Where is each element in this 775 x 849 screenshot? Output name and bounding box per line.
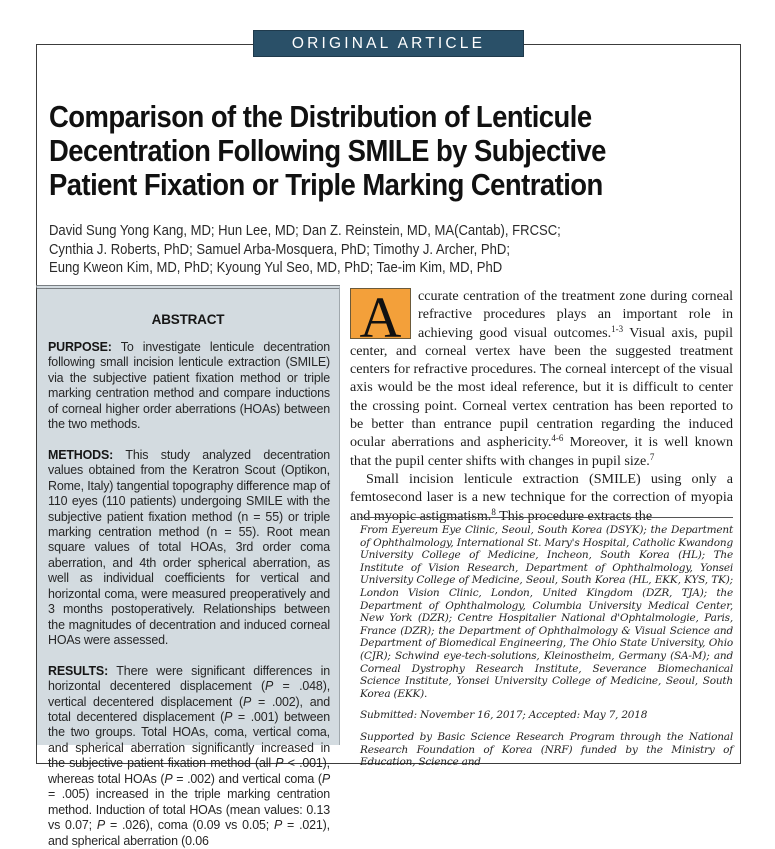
abstract-methods <box>48 448 330 649</box>
author-line: Eung Kweon Kim, MD, PhD; Kyoung Yul Seo, MD, PhD; Tae-im Kim, MD, PhD <box>49 260 503 276</box>
text-run: Visual axis, pupil center, and corneal vertex have been the suggested treatment centers for refractive procedures. The corneal intercept of the visual axis would be the most ideal reference, but it is difficult to center the crossing point. Corneal vertex centration has been reported to be better than entrance pupil centration regarding the induced ocular aberrations and asphericity. <box>350 324 733 451</box>
section-label: METHODS: <box>48 447 114 462</box>
section-text: To investigate lenticule decentration following small incision lenticule extraction (SMILE) via the subjective patient fixation method or triple marking centration method and compare inductions of corneal higher order aberrations (HOAs) between the two methods. <box>48 340 330 432</box>
author-list <box>49 222 693 278</box>
title-line: Comparison of the Distribution of Lenticule <box>49 100 592 134</box>
submission-dates: Submitted: November 16, 2017; Accepted: May 7, 2018 <box>360 709 648 722</box>
funding-statement: Supported by Basic Science Research Program through the National Research Foundation of Korea (NRF) funded by the Ministry of Education, Science and <box>360 730 733 769</box>
author-line: David Sung Yong Kang, MD; Hun Lee, MD; Dan Z. Reinstein, MD, MA(Cantab), FRCSC; <box>49 223 561 239</box>
article-title <box>49 100 670 202</box>
section-text: There were significant differences in horizontal decentered displacement (P = .048), vertical decentered displacement (P = .002), and total decentered displacement (P = .001) between the two groups. Total HOAs, coma, vertical coma, and spherical aberration significantly increased in the subjective patient fixation method (all P < .001), whereas total HOAs (P = .002) and vertical coma (P = .005) increased in the triple marking centration method. Induction of total HOAs (mean values: 0.13 vs 0.07; P = .026), coma (0.09 vs 0.05; P = .021), and spherical aberration (0.06 <box>48 663 330 848</box>
footnote-divider <box>360 517 733 518</box>
drop-cap: A <box>350 288 411 339</box>
text-run: This procedure extracts the <box>495 507 653 524</box>
citation-ref[interactable]: 8 <box>491 506 496 517</box>
abstract-panel <box>36 285 340 848</box>
citation-ref[interactable]: 1-3 <box>611 323 624 334</box>
section-label: PURPOSE: <box>48 340 112 354</box>
citation-ref[interactable]: 7 <box>649 451 655 462</box>
text-run: Moreover, it is well known that the pupil center shifts with changes in pupil size. <box>350 434 733 469</box>
abstract-heading: ABSTRACT <box>151 312 225 327</box>
citation-ref[interactable]: 4-6 <box>551 433 564 444</box>
text-run: ccurate centration of the treatment zone during corneal refractive procedures plays an important role in achieving good visual outcomes. <box>418 288 733 341</box>
body-text <box>350 287 733 525</box>
text-run: Small incision lenticule extraction (SMILE) using only a femtosecond laser is a new technique for the correction of myopia and myopic astigmatism. <box>350 470 733 524</box>
abstract-results <box>48 664 330 849</box>
title-line: Patient Fixation or Triple Marking Centration <box>49 168 603 202</box>
abstract-body <box>48 340 330 849</box>
affiliations: From Eyereum Eye Clinic, Seoul, South Korea (DSYK); the Department of Ophthalmology, International St. Mary's Hospital, Catholic Kwandong University College of Medicine, Incheon, South Korea (HL); The Institute of Vision Research, Department of Ophthalmology, Yonsei University College of Medicine, Seoul, South Korea (HL, EKK, KYS, TK); London Vision Clinic, London, United Kingdom (DZR, TJA); the Department of Ophthalmology, Columbia University Medical Center, New York (DZR); Centre Hospitalier National d'Ophtalmologie, Paris, France (DZR); the Department of Ophthalmology & Visual Science and Department of Biomedical Engineering, The Ohio State University, Ohio (CJR); Schwind eye-tech-solutions, Kleinostheim, Germany (SA-M); and Corneal Dystrophy Research Institute, Severance Biomechanical Science Institute, Yonsei University College of Medicine, Seoul, South Korea (EKK). <box>360 524 733 700</box>
section-label: RESULTS: <box>48 663 109 678</box>
abstract-purpose <box>48 340 330 433</box>
section-text: This study analyzed decentration values obtained from the Keratron Scout (Optikon, Rome, Italy) tangential topography difference map of 110 eyes (110 patients) undergoing SMILE with the subjective patient fixation method (n = 55) or triple marking centration method (n = 55). Root mean square values of total HOAs, 3rd order coma aberration, and 4th order spherical aberration, as well as individual coefficients for vertical and horizontal coma, were measured preoperatively and 3 months postoperatively. Relationships between the magnitudes of decentration and induced corneal HOAs were assessed. <box>48 447 330 648</box>
footnote <box>360 524 733 778</box>
section-banner: ORIGINAL ARTICLE <box>253 30 524 57</box>
author-line: Cynthia J. Roberts, PhD; Samuel Arba-Mosquera, PhD; Timothy J. Archer, PhD; <box>49 241 510 258</box>
title-line: Decentration Following SMILE by Subjective <box>49 134 606 168</box>
